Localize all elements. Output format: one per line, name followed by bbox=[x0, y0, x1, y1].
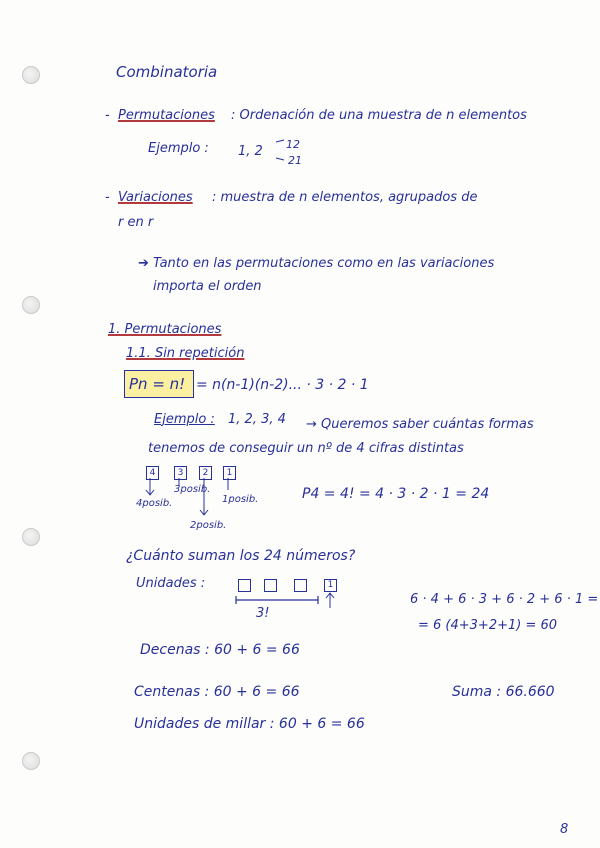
posib-3: 3posib. bbox=[174, 484, 211, 495]
arrow-bullet: ➔ bbox=[138, 256, 149, 271]
formula-expansion: = n(n-1)(n-2)... · 3 · 2 · 1 bbox=[196, 377, 369, 393]
sum-calc-line1: 6 · 4 + 6 · 3 + 6 · 2 + 6 · 1 = bbox=[410, 592, 599, 607]
p4-calculation: P4 = 4! = 4 · 3 · 2 · 1 = 24 bbox=[302, 486, 490, 502]
digit-box: 2 bbox=[199, 466, 212, 480]
bullet-dash: - bbox=[105, 190, 110, 205]
ejemplo2-text1: → Queremos saber cuántas formas bbox=[306, 417, 534, 432]
branch-arrows bbox=[276, 140, 284, 160]
variaciones-term: Variaciones bbox=[118, 190, 193, 205]
unidades-label: Unidades : bbox=[136, 576, 206, 591]
note-line2: importa el orden bbox=[153, 279, 262, 294]
ejemplo2-label: Ejemplo : bbox=[154, 412, 215, 427]
variaciones-definition-line2: r en r bbox=[118, 215, 154, 230]
permutaciones-term: Permutaciones bbox=[118, 108, 215, 123]
variaciones-definition: : muestra de n elementos, agrupados de bbox=[212, 190, 478, 205]
fixed-digit-square: 1 bbox=[324, 579, 337, 592]
permutations-factorial: 3! bbox=[256, 606, 270, 621]
subsection-heading: 1.1. Sin repetición bbox=[126, 346, 245, 361]
digit-box: 4 bbox=[146, 466, 159, 480]
ejemplo1-label: Ejemplo : bbox=[148, 141, 209, 156]
ejemplo1-out1: 12 bbox=[286, 138, 300, 151]
decenas-line: Decenas : 60 + 6 = 66 bbox=[140, 642, 300, 658]
formula-boxed: Pn = n! bbox=[129, 375, 186, 393]
ejemplo2-values: 1, 2, 3, 4 bbox=[228, 412, 286, 427]
note-line1: Tanto en las permutaciones como en las variaciones bbox=[153, 256, 495, 271]
posib-2: 2posib. bbox=[190, 520, 227, 531]
permutaciones-definition: : Ordenación de una muestra de n elementos bbox=[231, 108, 527, 123]
digit-box: 1 bbox=[223, 466, 236, 480]
corner-mark: 8 bbox=[560, 822, 569, 837]
centenas-line: Centenas : 60 + 6 = 66 bbox=[134, 684, 300, 700]
ejemplo1-out2: 21 bbox=[288, 154, 302, 167]
posib-1: 1posib. bbox=[222, 494, 259, 505]
ejemplo1-values: 1, 2 bbox=[238, 144, 263, 159]
question: ¿Cuánto suman los 24 números? bbox=[126, 548, 356, 564]
millar-line: Unidades de millar : 60 + 6 = 66 bbox=[134, 716, 365, 732]
page-title: Combinatoria bbox=[116, 63, 218, 81]
section-heading: 1. Permutaciones bbox=[108, 322, 222, 337]
ejemplo2-text2: tenemos de conseguir un nº de 4 cifras distintas bbox=[148, 441, 464, 456]
posib-4: 4posib. bbox=[136, 498, 173, 509]
bullet-dash: - bbox=[105, 108, 110, 123]
digit-box: 3 bbox=[174, 466, 187, 480]
sum-calc-line2: = 6 (4+3+2+1) = 60 bbox=[418, 618, 558, 633]
suma-total: Suma : 66.660 bbox=[452, 684, 555, 700]
